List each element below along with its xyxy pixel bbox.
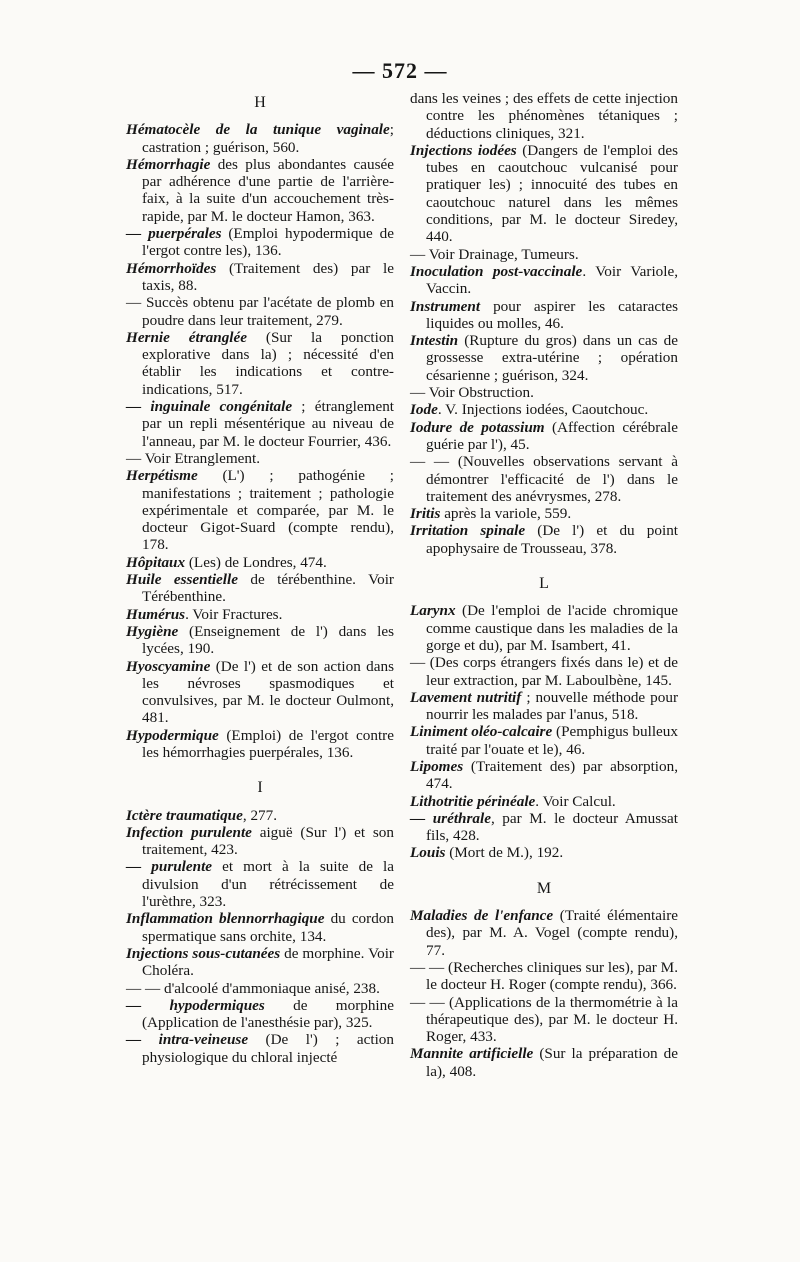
index-entry — [410, 723, 678, 758]
section-letter: M — [536, 879, 552, 897]
entry-text: (Affection cérébrale guérie par l'), 45. — [426, 418, 678, 453]
entry-term: Huile essentielle — [126, 571, 238, 589]
entry-term: Larynx — [410, 602, 456, 620]
entry-term: Ictère traumatique — [126, 806, 243, 824]
entry-text: (De l') et du point apophysaire de Trousseau, 378. — [426, 522, 679, 557]
entry-text: pour aspirer les cataractes liquides ou molles, 46. — [426, 297, 678, 332]
entry-term: — hypodermiques — [126, 996, 265, 1014]
index-entry — [126, 450, 394, 467]
entry-text: — (Des corps étrangers fixés dans le) et de leur extraction, par M. Laboulbène, 145. — [410, 654, 678, 689]
index-entry — [126, 606, 394, 623]
entry-term: — purulente — [126, 858, 213, 876]
entry-text: et mort à la suite de la divulsion d'un rétrécissement de l'urèthre, 323. — [142, 858, 395, 911]
entry-text: . Voir Variole, Vaccin. — [426, 262, 679, 298]
entry-text: — — (Applications de la thermométrie à la thérapeutique des), par M. le docteur H. Roger, 433. — [410, 993, 678, 1046]
index-entry — [410, 263, 678, 298]
index-entry — [126, 945, 394, 980]
index-entry — [410, 246, 678, 263]
entry-text: (De l'emploi de l'acide chromique comme caustique dans les maladies de la gorge et du), par M. Isambert, 41. — [426, 602, 678, 654]
entry-text: de morphine (Application de l'anesthésie par), 325. — [142, 996, 394, 1032]
entry-text: (Pemphigus bulleux traité par l'ouate et le), 46. — [426, 723, 678, 758]
entry-text: ; nouvelle méthode pour nourrir les malades par l'anus, 518. — [426, 688, 679, 724]
entry-term: Liniment oléo-calcaire — [410, 723, 553, 741]
entry-text: , par M. le docteur Amussat fils, 428. — [426, 809, 678, 845]
entry-term: Hématocèle de la tunique vaginale — [126, 121, 390, 139]
entry-term: Maladies de l'enfance — [410, 907, 554, 925]
entry-term: Intestin — [410, 332, 459, 350]
entry-text: (Enseignement de l') dans les lycées, 190. — [142, 622, 394, 658]
index-entry — [410, 332, 678, 384]
entry-term: Iritis — [410, 505, 441, 523]
entry-term: — uréthrale — [410, 809, 491, 827]
entry-text: ; castration ; guérison, 560. — [142, 121, 394, 156]
index-entry — [410, 384, 678, 401]
right-column — [410, 90, 678, 1080]
entry-term: Lavement nutritif — [410, 688, 522, 706]
index-entry — [410, 907, 678, 959]
index-entry — [126, 997, 394, 1032]
index-entry — [126, 329, 394, 398]
entry-term: Inflammation blennorrhagique — [126, 910, 325, 928]
entry-term: Louis — [410, 844, 446, 862]
entry-term: Humérus — [126, 605, 186, 623]
index-entry — [126, 980, 394, 997]
index-entry — [126, 225, 394, 260]
entry-text: après la variole, 559. — [440, 505, 572, 523]
entry-term: Iodure de potassium — [410, 418, 545, 436]
index-entry — [126, 260, 394, 295]
index-entry — [410, 602, 678, 654]
entry-term: Mannite artificielle — [410, 1045, 534, 1063]
index-entry — [126, 294, 394, 329]
section-letter: L — [539, 575, 549, 593]
index-entry — [410, 994, 678, 1046]
index-entry — [126, 571, 394, 606]
index-entry — [410, 844, 678, 861]
index-entry — [126, 910, 394, 945]
entry-term: Hémorrhoïdes — [126, 259, 217, 277]
index-entry — [126, 398, 394, 450]
entry-text: (L') ; pathogénie ; manifestations ; traitement ; pathologie expérimentale et comparée, par M. le docteur Gigot-Suard (compte rendu), 178. — [142, 467, 394, 554]
page-number: — 572 — — [352, 58, 448, 83]
index-entry — [410, 298, 678, 333]
entry-text: (Les) de Londres, 474. — [185, 553, 327, 571]
index-entry — [126, 824, 394, 859]
entry-term: — intra-veineuse — [126, 1031, 249, 1049]
index-entry — [410, 810, 678, 845]
entry-text: — — (Nouvelles observations servant à démontrer l'efficacité de l') dans le traitement des anévrysmes, 278. — [410, 453, 678, 505]
entry-text: — — (Recherches cliniques sur les), par M. le docteur H. Roger (compte rendu), 366. — [410, 958, 678, 994]
index-entry — [126, 807, 394, 824]
index-entry — [410, 453, 678, 505]
entry-term: Injections sous-cutanées — [126, 944, 281, 962]
index-entry — [410, 689, 678, 724]
entry-term: Hôpitaux — [126, 553, 186, 571]
index-entry — [126, 727, 394, 762]
entry-term: Hernie étranglée — [126, 328, 247, 346]
index-entry — [126, 554, 394, 571]
entry-text: aiguë (Sur l') et son traitement, 423. — [142, 823, 394, 859]
entry-text: (Traité élémentaire des), par M. A. Vogel (compte rendu), 77. — [426, 907, 678, 959]
entry-text: ; étranglement par un repli mésentérique au niveau de l'anneau, par M. le docteur Fourrier, 436. — [142, 398, 395, 450]
index-entry — [410, 90, 678, 142]
index-entry — [126, 467, 394, 553]
entry-text: (Traitement des) par le taxis, 88. — [142, 259, 394, 294]
entry-text: (Dangers de l'emploi des tubes en caoutchouc vulcanisé pour pratiquer les) ; innocuité des tubes en caoutchouc naturel dans les mêmes conditions, par M. le docteur Siredey, 440. — [426, 141, 679, 246]
entry-text: (Rupture du gros) dans un cas de grossesse extra-utérine ; opération césarienne ; guérison, 324. — [426, 332, 678, 384]
entry-text: (Sur la ponction explorative dans la) ; nécessité d'en établir les indications et contre-indications, 517. — [142, 328, 395, 398]
entry-text: , 277. — [242, 806, 278, 824]
index-entry — [410, 401, 678, 418]
entry-text: dans les veines ; des effets de cette injection contre les phénomènes tétaniques ; déductions cliniques, 321. — [410, 90, 678, 142]
entry-term: Lipomes — [410, 757, 464, 775]
index-entry — [126, 623, 394, 658]
entry-text: (De l') et de son action dans les névroses spasmodiques et convulsives, par M. le docteur Oulmont, 481. — [142, 657, 394, 727]
entry-text: — Succès obtenu par l'acétate de plomb en poudre dans leur traitement, 279. — [126, 294, 394, 329]
entry-term: Hémorrhagie — [126, 155, 211, 173]
entry-text: de térébenthine. Voir Térébenthine. — [142, 571, 394, 606]
index-entry — [410, 793, 678, 810]
entry-text: — — d'alcoolé d'ammoniaque anisé, 238. — [126, 979, 380, 997]
entry-term: Injections iodées — [410, 141, 517, 159]
entry-text: (De l') ; action physiologique du chloral injecté — [142, 1031, 394, 1066]
index-entry — [410, 419, 678, 454]
entry-text: . Voir Calcul. — [535, 792, 616, 810]
entry-text: — Voir Etranglement. — [126, 449, 260, 467]
entry-text: — Voir Obstruction. — [410, 384, 534, 402]
entry-text: (Sur la préparation de la), 408. — [426, 1045, 678, 1080]
entry-term: Irritation spinale — [410, 522, 526, 540]
section-letter: H — [254, 94, 266, 111]
entry-text: — Voir Drainage, Tumeurs. — [410, 245, 579, 263]
entry-text: . V. Injections iodées, Caoutchouc. — [437, 401, 649, 419]
left-column — [126, 90, 394, 1066]
entry-text: (Emploi) de l'ergot contre les hémorrhagies puerpérales, 136. — [142, 726, 394, 761]
entry-term: Infection purulente — [126, 823, 252, 841]
index-entry — [410, 522, 678, 557]
index-entry — [126, 156, 394, 225]
index-entry — [126, 858, 394, 910]
entry-text: du cordon spermatique sans orchite, 134. — [142, 910, 394, 945]
index-entry — [410, 959, 678, 994]
entry-term: — inguinale congénitale — [126, 398, 293, 416]
entry-term: Lithotritie périnéale — [410, 792, 536, 810]
entry-term: Instrument — [410, 297, 481, 315]
section-letter: I — [257, 779, 263, 797]
entry-term: Iode — [410, 401, 438, 419]
index-entry — [410, 758, 678, 793]
entry-text: de morphine. Voir Choléra. — [142, 944, 394, 980]
entry-term: Hyoscyamine — [126, 657, 211, 675]
index-entry — [410, 142, 678, 246]
index-entry — [410, 505, 678, 522]
index-entry — [126, 658, 394, 727]
entry-term: Herpétisme — [126, 467, 198, 485]
index-entry — [410, 654, 678, 689]
index-entry — [410, 1045, 678, 1080]
entry-text: (Emploi hypodermique de l'ergot contre les), 136. — [142, 225, 394, 260]
entry-text: des plus abondantes causée par adhérence d'une partie de l'arrière-faix, à la suite d'un accouchement très-rapide, par M. le docteur Hamon, 363. — [142, 155, 394, 225]
entry-term: Hypodermique — [126, 726, 219, 744]
entry-text: . Voir Fractures. — [185, 605, 283, 623]
entry-term: — puerpérales — [126, 225, 222, 243]
entry-text: (Traitement des) par absorption, 474. — [426, 757, 678, 793]
index-entry — [126, 121, 394, 156]
entry-text: (Mort de M.), 192. — [445, 844, 564, 862]
entry-term: Hygiène — [126, 622, 179, 640]
index-entry — [126, 1031, 394, 1066]
entry-term: Inoculation post-vaccinale — [410, 262, 583, 280]
